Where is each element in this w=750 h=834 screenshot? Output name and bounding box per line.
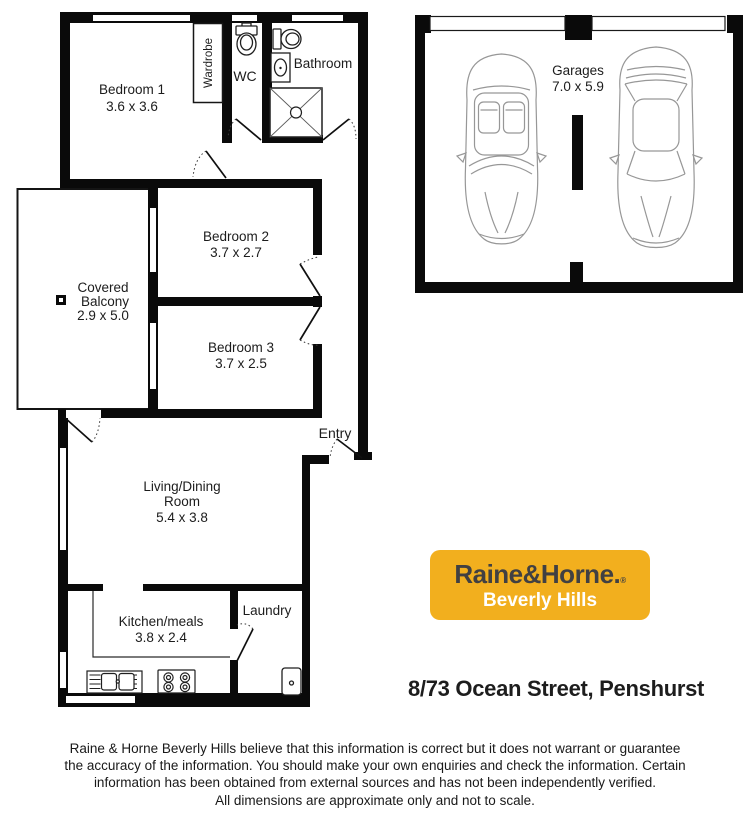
garage-door-right [592, 17, 725, 31]
apartment-floorplan [18, 12, 373, 707]
disclaimer-line-2: the accuracy of the information. You should make your own enquiries and check the information. Certain [64, 758, 686, 774]
room-dims-balcony: 2.9 x 5.0 [77, 308, 129, 323]
room-label-entry: Entry [318, 425, 352, 441]
room-dims-bedroom3: 3.7 x 2.5 [215, 356, 267, 371]
room-label-balcony-line1: Covered [77, 280, 129, 295]
room-label-bedroom2: Bedroom 2 [202, 229, 270, 244]
laundry-tub-icon [282, 668, 301, 695]
room-label-wardrobe: Wardrobe [203, 37, 215, 89]
garage-door-left [430, 17, 565, 31]
shower-icon [270, 88, 322, 137]
room-dims-living: 5.4 x 3.8 [156, 510, 208, 525]
room-label-living-line2: Room [163, 494, 201, 509]
room-label-wc: WC [233, 68, 257, 84]
kitchen-sink-icon [87, 671, 142, 693]
registered-mark: ® [620, 575, 626, 585]
property-address: 8/73 Ocean Street, Penshurst [408, 676, 705, 701]
room-dims-garages: 7.0 x 5.9 [552, 79, 604, 94]
car-convertible-icon [457, 54, 546, 244]
room-dims-kitchen: 3.8 x 2.4 [135, 630, 187, 645]
disclaimer-text [0, 740, 750, 809]
room-label-balcony-line2: Balcony [80, 294, 130, 309]
room-label-bathroom: Bathroom [293, 56, 353, 71]
room-dims-bedroom2: 3.7 x 2.7 [210, 245, 262, 260]
disclaimer-line-3: information has been obtained from external sources and has not been independently verified. [93, 775, 657, 791]
balcony-column-icon [56, 295, 66, 305]
disclaimer-line-4: All dimensions are approximate only and not to scale. [215, 792, 535, 808]
agency-logo-brand [454, 558, 626, 589]
room-dims-bedroom1: 3.6 x 3.6 [106, 99, 158, 114]
agency-logo-office: Beverly Hills [482, 589, 598, 611]
room-label-garages: Garages [552, 63, 604, 78]
car-sedan-icon [610, 47, 702, 248]
wc-toilet-icon [236, 23, 257, 55]
vanity-sink-icon [271, 53, 290, 82]
bathroom-toilet-icon [273, 29, 301, 49]
agency-logo [430, 550, 650, 620]
disclaimer-line-1: Raine & Horne Beverly Hills believe that this information is correct but it does not warrant or guarantee [69, 741, 681, 756]
room-label-bedroom1: Bedroom 1 [98, 82, 166, 97]
room-label-living-line1: Living/Dining [143, 479, 221, 494]
room-label-laundry: Laundry [242, 603, 292, 618]
agency-brand-text: Raine&Horne. [454, 558, 621, 589]
room-label-kitchen: Kitchen/meals [118, 614, 204, 629]
stove-icon [158, 670, 195, 693]
room-label-bedroom3: Bedroom 3 [207, 340, 275, 355]
garage-floorplan [415, 15, 743, 293]
